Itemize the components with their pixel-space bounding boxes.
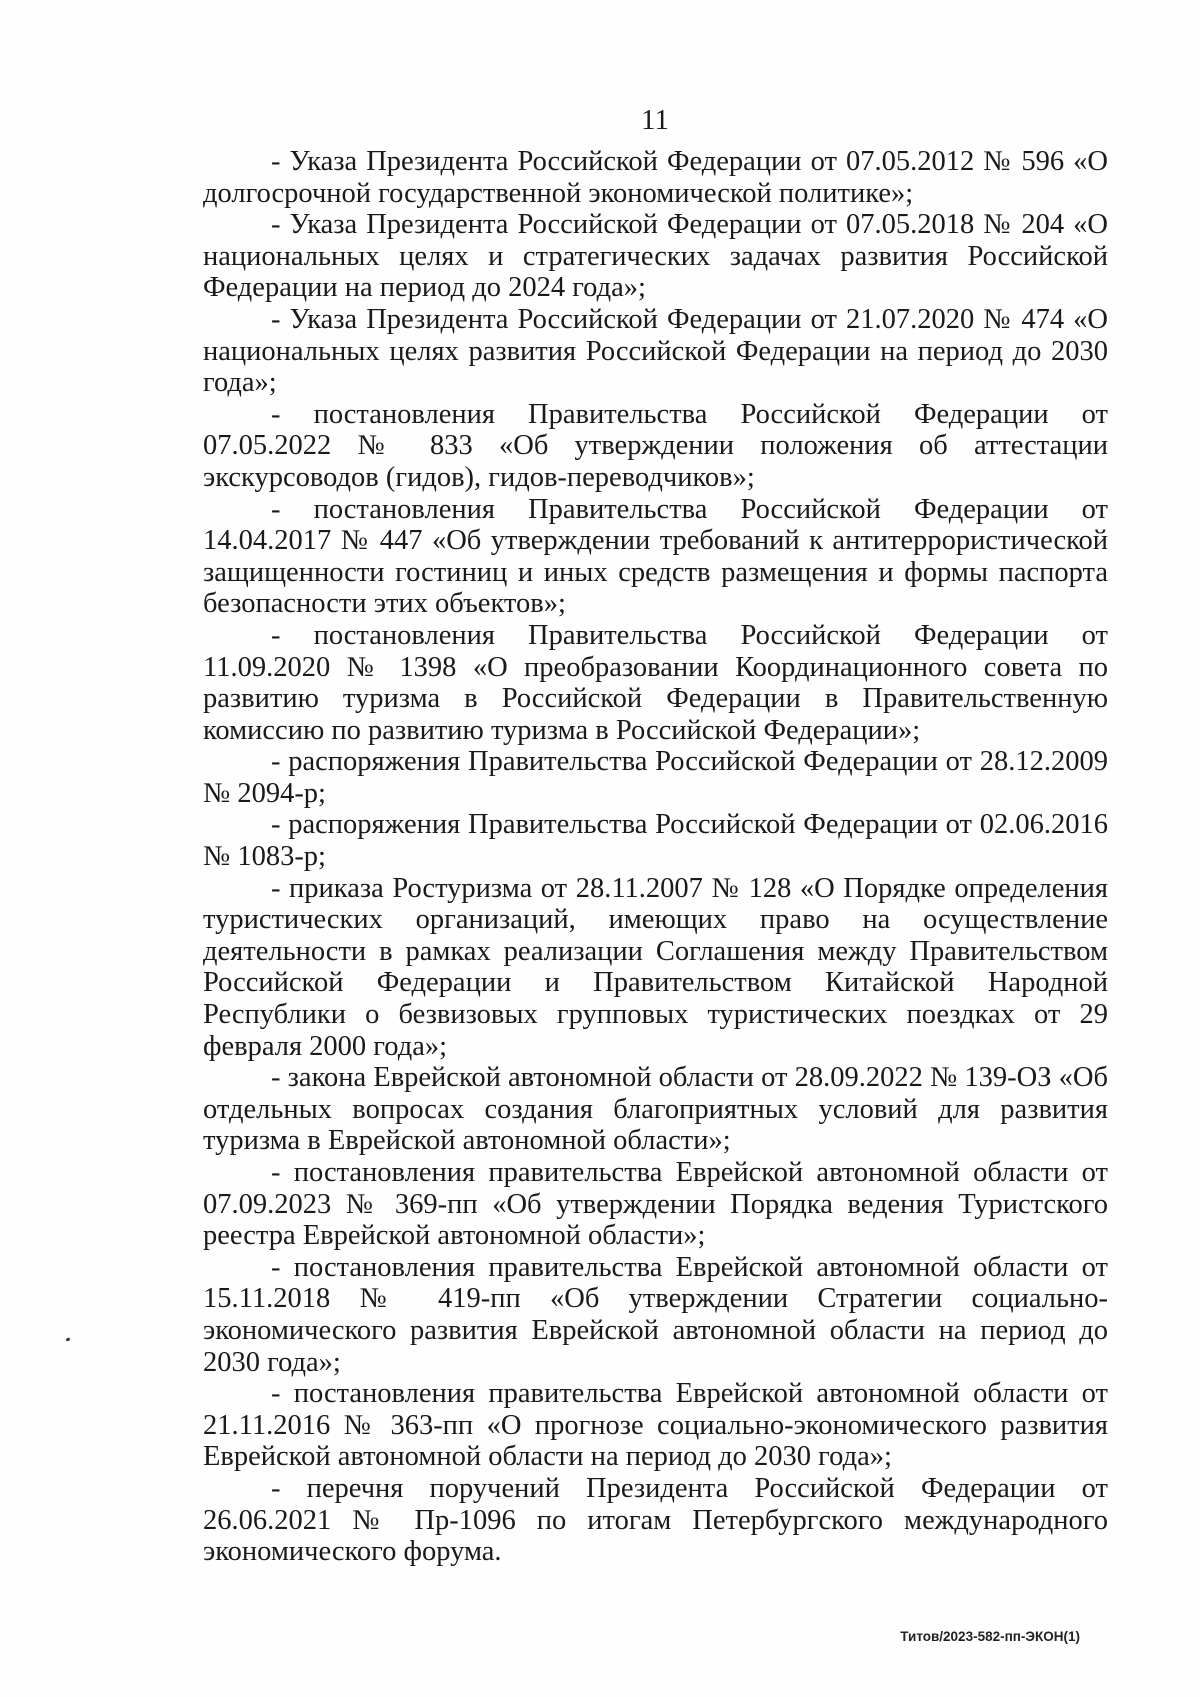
list-item: - постановления Правительства Российской Федерации от 07.05.2022 № 833 «Об утверждении положения об аттестации экскурсоводов (гидов), гидов-переводчиков»; [203,398,1108,493]
list-item: - постановления правительства Еврейской автономной области от 21.11.2016 № 363-пп «О прогнозе социально-экономического развития Еврейской автономной области на период до 2030 года»; [203,1378,1108,1473]
list-item: - постановления Правительства Российской Федерации от 14.04.2017 № 447 «Об утверждении требований к антитеррористической защищенности гостиниц и иных средств размещения и формы паспорта безопасности этих объектов»; [203,493,1108,620]
list-item: - перечня поручений Президента Российской Федерации от 26.06.2021 № Пр-1096 по итогам Петербургского международного экономического форума. [203,1472,1108,1568]
scan-artifact [66,1337,71,1342]
page-number: 11 [641,104,669,136]
list-item: - постановления правительства Еврейской автономной области от 07.09.2023 № 369-пп «Об утверждении Порядка ведения Туристского реестра Еврейской автономной области»; [203,1157,1108,1252]
list-item: - распоряжения Правительства Российской Федерации от 28.12.2009 № 2094-р; [203,746,1108,809]
list-item: - Указа Президента Российской Федерации от 21.07.2020 № 474 «О национальных целях развития Российской Федерации на период до 2030 года»; [203,303,1108,399]
list-item: - постановления Правительства Российской Федерации от 11.09.2020 № 1398 «О преобразовании Координационного совета по развитию туризма в Российской Федерации в Правительственную комиссию по развитию туризма в Российской Федерации»; [203,619,1108,746]
list-item: - распоряжения Правительства Российской Федерации от 02.06.2016 № 1083-р; [203,809,1108,873]
document-body [203,146,1108,1568]
list-item: - постановления правительства Еврейской автономной области от 15.11.2018 № 419-пп «Об утверждении Стратегии социально-экономического развития Еврейской автономной области на период до 2030 года»; [203,1251,1108,1378]
list-item: - Указа Президента Российской Федерации от 07.05.2012 № 596 «О долгосрочной государственной экономической политике»; [203,146,1108,209]
list-item: - Указа Президента Российской Федерации от 07.05.2018 № 204 «О национальных целях и стратегических задачах развития Российской Федерации на период до 2024 года»; [203,209,1108,304]
list-item: - закона Еврейской автономной области от 28.09.2022 № 139-ОЗ «Об отдельных вопросах создания благоприятных условий для развития туризма в Еврейской автономной области»; [203,1062,1108,1157]
list-item: - приказа Ростуризма от 28.11.2007 № 128 «О Порядке определения туристических организаций, имеющих право на осуществление деятельности в рамках реализации Соглашения между Правительством Российской Федерации и Правительством Китайской Народной Республики о безвизовых групповых туристических поездках от 29 февраля 2000 года»; [203,872,1108,1062]
document-registration-code: Титов/2023-582-пп-ЭКОН(1) [900,1629,1080,1644]
